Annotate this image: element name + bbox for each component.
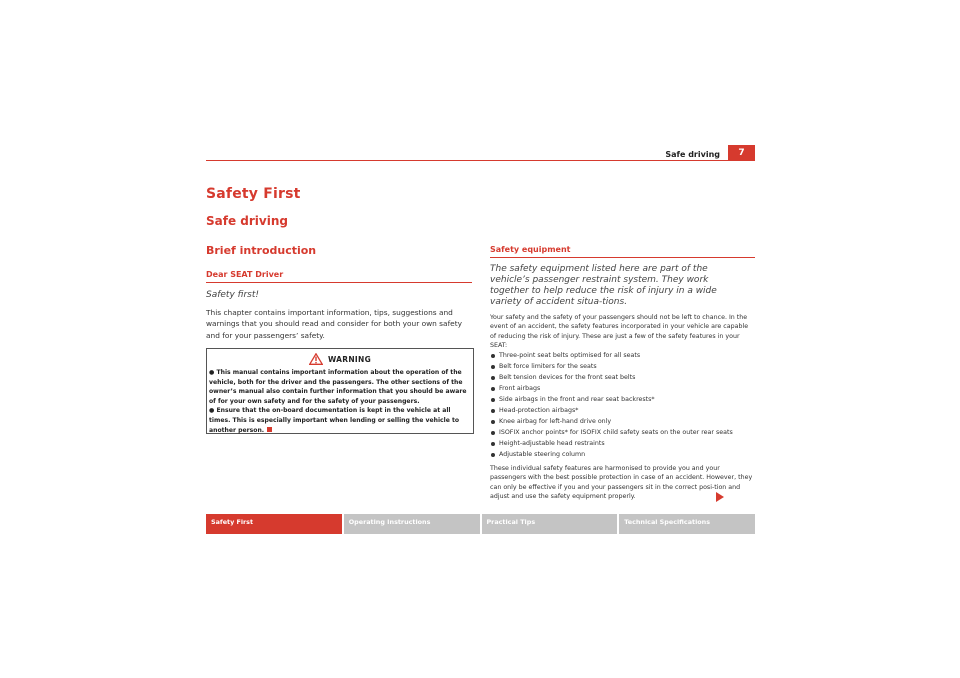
chapter-title: Safety First <box>206 186 301 202</box>
warning-item-text: This manual contains important information about the operation of the vehicle, both for the driver and the passengers. The other sections of the owner’s manual also contain further information that you should be aware of for your own safety and for the safety of your passengers. <box>209 369 467 405</box>
warning-item-text: Ensure that the on-board documentation is kept in the vehicle at all times. This is especially important when lending or selling the vehicle to another person. <box>209 407 460 434</box>
dear-driver-paragraph: This chapter contains important information, tips, suggestions and warnings that you should read and consider for both your own safety and for your passengers’ safety. <box>206 308 462 340</box>
subsection-title: Brief introduction <box>206 244 317 257</box>
list-item: Front airbags <box>490 383 755 394</box>
running-header-title: Safe driving <box>665 150 720 159</box>
bullet-icon: ● <box>209 369 215 376</box>
dear-driver-rule <box>206 282 472 283</box>
warning-header <box>207 351 473 367</box>
header-rule <box>206 160 755 161</box>
safety-equipment-intro: Your safety and the safety of your passengers should not be left to chance. In the event of an accident, the safety features incorporated in your vehicle are capable of reducing the risk of injury. These are just a few of the safety features in your SEAT: <box>490 314 749 350</box>
list-item: Belt tension devices for the front seat belts <box>490 372 755 383</box>
safety-features-list <box>490 350 755 460</box>
tab-practical-tips[interactable] <box>482 514 618 534</box>
section-title: Safe driving <box>206 214 288 228</box>
bullet-icon: ● <box>209 407 215 415</box>
warning-item <box>209 368 470 406</box>
list-item: Height-adjustable head restraints <box>490 438 755 449</box>
tab-safety-first[interactable] <box>206 514 342 534</box>
tab-label: Safety First <box>211 518 254 526</box>
tab-label: Operating Instructions <box>348 518 431 526</box>
dear-driver-heading: Dear SEAT Driver <box>206 270 284 279</box>
footer-tabs <box>206 514 755 534</box>
tab-label: Practical Tips <box>486 518 536 526</box>
tab-label: Technical Specifications <box>624 518 711 526</box>
continue-arrow-icon <box>716 492 724 502</box>
tab-technical-specifications[interactable] <box>619 514 755 534</box>
list-item: Three-point seat belts optimised for all seats <box>490 350 755 361</box>
warning-body <box>209 368 470 435</box>
dear-driver-lead: Safety first! <box>206 290 259 300</box>
safety-equipment-rule <box>490 257 755 258</box>
warning-box <box>206 348 474 434</box>
list-item: ISOFIX anchor points* for ISOFIX child safety seats on the outer rear seats <box>490 427 755 438</box>
list-item: Adjustable steering column <box>490 449 755 460</box>
tab-operating-instructions[interactable] <box>344 514 480 534</box>
warning-triangle-icon <box>309 353 323 365</box>
safety-equipment-closing: These individual safety features are harmonised to provide you and your passengers with the best possible protection in case of an accident. However, they can only be effective if you and your passengers sit in the correct posi-tion and adjust and use the safety equipment properly. <box>490 465 753 501</box>
warning-title: WARNING <box>327 354 372 364</box>
list-item: Head-protection airbags* <box>490 405 755 416</box>
list-item: Knee airbag for left-hand drive only <box>490 416 755 427</box>
warning-item <box>209 406 470 435</box>
page-number: 7 <box>728 145 755 161</box>
safety-equipment-lead: The safety equipment listed here are part of the vehicle’s passenger restraint system. They work together to help reduce the risk of injury in a wide variety of accident situa-tions. <box>490 264 717 307</box>
list-item: Side airbags in the front and rear seat backrests* <box>490 394 755 405</box>
section-end-marker-icon <box>267 427 272 432</box>
list-item: Belt force limiters for the seats <box>490 361 755 372</box>
safety-equipment-heading: Safety equipment <box>490 245 571 254</box>
